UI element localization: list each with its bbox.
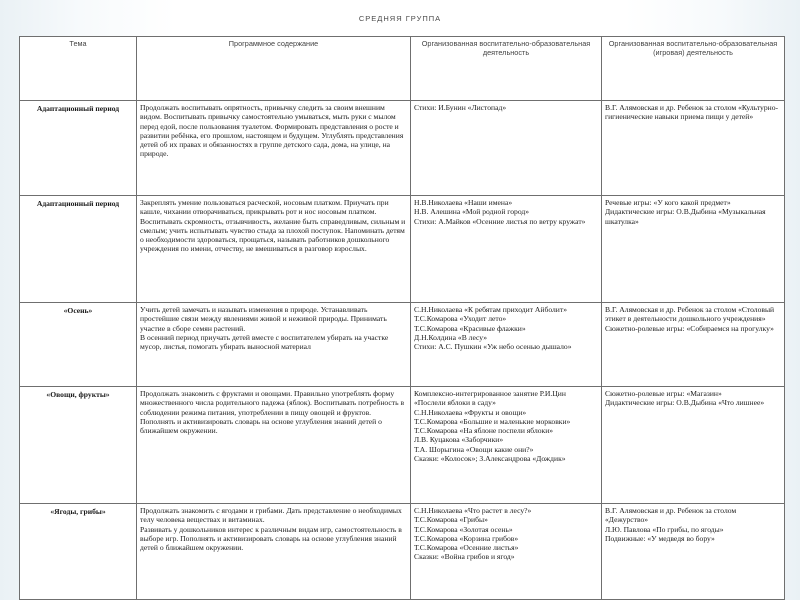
cell-line: Д.Н.Колдина «В лесу» — [414, 332, 488, 342]
header-game: Организованная воспитательно-образовательная (игровая) деятельность — [602, 37, 785, 101]
program-cell — [137, 303, 411, 387]
organized-activity-cell — [411, 196, 602, 303]
cell-line: Воспитывать скромность, отзывчивость, желание быть справедливым, сильным и смелым; учить испытывать чувство стыда за плохой поступок. Напоминать детям о необходимости здороваться, прощаться, называть работников дошкольного учреждения по имени, отчеству, не вмешиваться в разговор взрослых. — [140, 216, 406, 254]
cell-line: Л.В. Куцакова «Заборчики» — [414, 435, 504, 445]
cell-line: Продолжать воспитывать опрятность, привычку следить за своим внешним видом. Воспитывать привычку самостоятельно умываться, мыть руки с мылом перед едой, после пользования туалетом. Формировать представления о росте и развитии ребёнка, его прошлом, настоящем и будущем. Углублять представления детей об их правах и обязанностях в группе детского сада, дома, на улице, на природе. — [140, 103, 404, 159]
cell-line: Сюжетно-ролевые игры: «Собираемся на прогулку» — [605, 323, 774, 333]
cell-line: Т.С.Комарова «Грибы» — [414, 515, 488, 525]
cell-line: Продолжать знакомить с ягодами и грибами. Дать представление о необходимых телу человека веществах и витаминах. — [140, 506, 402, 525]
cell-line: Закреплять умение пользоваться расческой, носовым платком. Приучать при кашле, чихании отворачиваться, прикрывать рот и нос носовым платком. — [140, 198, 389, 217]
cell-line: С.Н.Николаева «К ребятам приходит Айболит» — [414, 305, 567, 314]
theme-cell: Адаптационный период — [20, 101, 137, 196]
table-row — [20, 387, 785, 504]
theme-cell: «Ягоды, грибы» — [20, 504, 137, 600]
header-theme: Тема — [20, 37, 137, 101]
cell-line: Т.С.Комарова «Золотая осень» — [414, 524, 513, 534]
cell-line: Т.С.Комарова «Корзина грибов» — [414, 533, 519, 543]
cell-line: Т.С.Комарова «Осенние листья» — [414, 543, 519, 552]
table-row — [20, 101, 785, 196]
program-cell — [137, 196, 411, 303]
cell-line: В.Г. Алямовская и др. Ребенок за столом «Дежурство» — [605, 506, 737, 525]
table-row — [20, 303, 785, 387]
cell-line: Дидактические игры: О.В.Дыбина «Что лишнее» — [605, 398, 765, 408]
cell-line: С.Н.Николаева «Фрукты и овощи» — [414, 407, 527, 417]
cell-line: Т.А. Шорыгина «Овощи какие они?» — [414, 444, 534, 454]
cell-line: В осенний период приучать детей вместе с воспитателем убирать на участке мусор, листья, помогать убирать выносной материал — [140, 332, 389, 351]
game-activity-cell — [602, 101, 785, 196]
organized-activity-cell — [411, 303, 602, 387]
cell-line: Сюжетно-ролевые игры: «Магазин» — [605, 389, 722, 398]
cell-line: С.Н.Николаева «Что растет в лесу?» — [414, 506, 532, 515]
theme-cell: Адаптационный период — [20, 196, 137, 303]
cell-line: Т.С.Комарова «На яблоне поспели яблоки» — [414, 426, 554, 435]
cell-line: Т.С.Комарова «Большие и маленькие морковки» — [414, 416, 571, 426]
program-cell — [137, 101, 411, 196]
cell-line: Развивать у дошкольников интерес к различным видам игр, самостоятельность в выборе игр. Пополнять и активизировать словарь на основе углубления знаний детей о ближайшем окружении. — [140, 524, 402, 552]
cell-line: Л.Ю. Павлова «По грибы, по ягоды» — [605, 524, 724, 534]
cell-line: Продолжать знакомить с фруктами и овощами. Правильно употреблять форму множественного числа родительного падежа (яблок). Воспитывать потребность в соблюдении режима питания, употреблении в пищу овощей и фруктов. Пополнять и активизировать словарь на основе углубления знаний детей о ближайшем окружении. — [140, 389, 405, 435]
game-activity-cell — [602, 303, 785, 387]
page-title: СРЕДНЯЯ ГРУППА — [358, 14, 442, 23]
program-cell — [137, 504, 411, 600]
theme-cell: «Овощи, фрукты» — [20, 387, 137, 504]
table-row — [20, 196, 785, 303]
cell-line: Дидактические игры: О.В.Дыбина «Музыкальная шкатулка» — [605, 207, 766, 226]
theme-cell: «Осень» — [20, 303, 137, 387]
cell-line: Учить детей замечать и называть изменения в природе. Устанавливать простейшие связи между явлениями живой и неживой природы. Принимать участие в сборе семян растений. — [140, 305, 387, 333]
cell-line: Н.В. Алешина «Мой родной город» — [414, 207, 530, 217]
plan-table — [19, 36, 785, 600]
cell-line: Стихи: А.С. Пушкин «Уж небо осенью дышало» — [414, 342, 572, 351]
organized-activity-cell — [411, 101, 602, 196]
program-cell — [137, 387, 411, 504]
cell-line: Комплексно-интегрированное занятие Р.И.Цин «Послели яблоки в саду» — [414, 389, 566, 408]
cell-line: Т.С.Комарова «Уходит лето» — [414, 314, 507, 324]
organized-activity-cell — [411, 504, 602, 600]
table-row — [20, 504, 785, 600]
game-activity-cell — [602, 196, 785, 303]
game-activity-cell — [602, 387, 785, 504]
cell-line: Сказки: «Война грибов и ягод» — [414, 552, 515, 562]
cell-line: Т.С.Комарова «Красивые флажки» — [414, 323, 526, 333]
header-program: Программное содержание — [137, 37, 411, 101]
cell-line: В.Г. Алямовская и др. Ребенок за столом «Столовый этикет в деятельности дошкольного учреждения» — [605, 305, 775, 324]
organized-activity-cell — [411, 387, 602, 504]
header-row — [20, 37, 785, 101]
cell-line: Подвижные: «У медведя во бору» — [605, 533, 715, 543]
cell-line: Сказки: «Колосок»; З.Александрова «Дождик» — [414, 453, 566, 463]
cell-line: Речевые игры: «У кого какой предмет» — [605, 198, 731, 207]
cell-line: Стихи: И.Бунин «Листопад» — [414, 103, 507, 112]
header-organized: Организованная воспитательно-образовательная деятельность — [411, 37, 602, 101]
cell-line: Стихи: А.Майков «Осенние листья по ветру кружат» — [414, 216, 586, 226]
cell-line: В.Г. Алямовская и др. Ребенок за столом «Культурно-гигиенические навыки приема пищи у детей» — [605, 103, 779, 122]
cell-line: Н.В.Николаева «Наши имена» — [414, 198, 513, 207]
game-activity-cell — [602, 504, 785, 600]
